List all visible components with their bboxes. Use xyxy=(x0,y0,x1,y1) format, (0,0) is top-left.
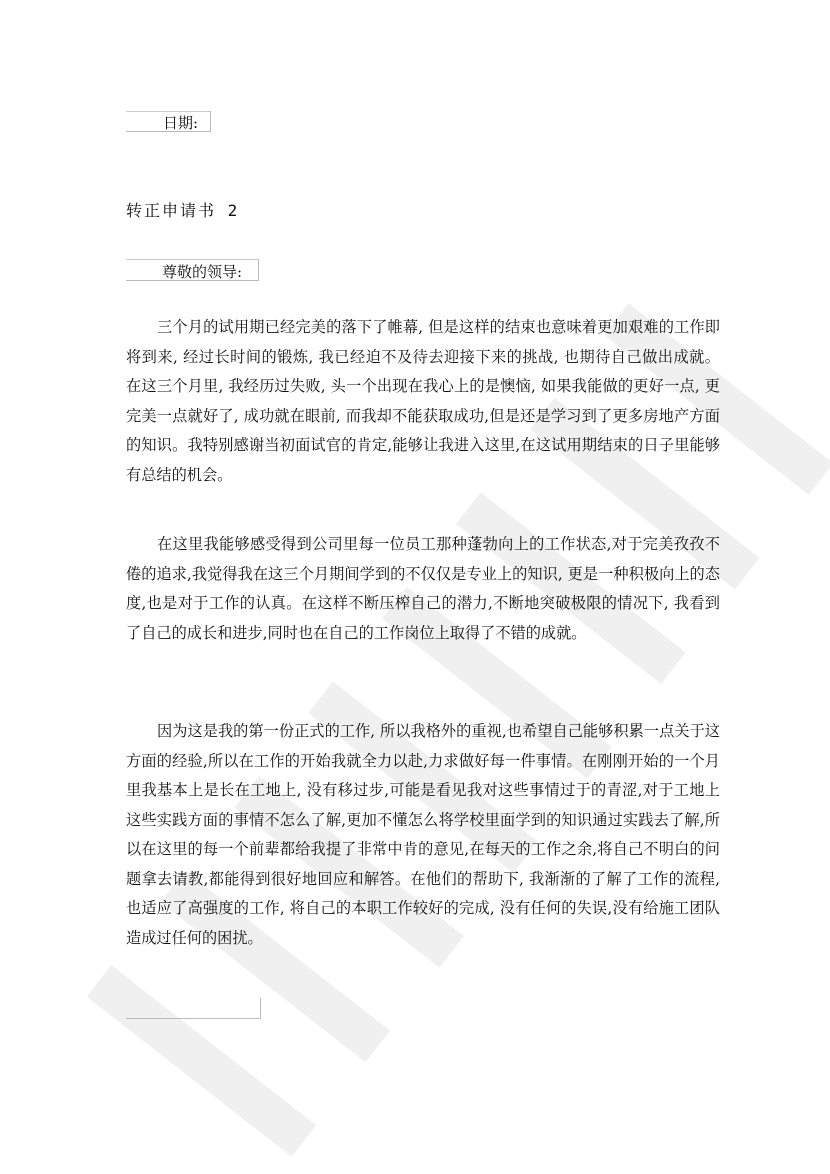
paragraph-text: 三个月的试用期已经完美的落下了帷幕, 但是这样的结束也意味着更加艰难的工作即将到来, 经过长时间的锻炼, 我已经迫不及待去迎接下来的挑战, 也期待自己做出成就。 在这三个月里, 我经历过失败, 头一个出现在我心上的是懊恼, 如果我能做的更好一点, 更完美一点就好了, 成功就在眼前, 而我却不能获取成功,但是还是学习到了更多房地产方面的知识。我特别感谢当初面试官的肯定,能够让我进入这里,在这试用期结束的日子里能够有总结的机会。 xyxy=(126,318,720,484)
paragraph-3 xyxy=(126,717,720,953)
paragraph-end-box xyxy=(126,998,261,1019)
date-label: 日期: xyxy=(163,114,199,132)
paragraph-2 xyxy=(126,530,720,648)
paragraph-text: 在这里我能够感受得到公司里每一位员工那种蓬勃向上的工作状态,对于完美孜孜不倦的追求,我觉得我在这三个月期间学到的不仅仅是专业上的知识, 更是一种积极向上的态度,也是对于工作的认真。在这样不断压榨自己的潜力,不断地突破极限的情况下, 我看到了自己的成长和进步,同时也在自己的工作岗位上取得了不错的成就。 xyxy=(126,535,720,642)
salutation: 尊敬的领导: xyxy=(162,263,243,281)
paragraph-1 xyxy=(126,313,720,490)
document-title: 转正申请书 2 xyxy=(126,201,240,220)
paragraph-text: 因为这是我的第一份正式的工作, 所以我格外的重视,也希望自己能够积累一点关于这方面的经验,所以在工作的开始我就全力以赴,力求做好每一件事情。在刚刚开始的一个月里我基本上是长在工地上, 没有移过步,可能是看见我对这些事情过于的青涩,对于工地上这些实践方面的事情不怎么了解,更加不懂怎么将学校里面学到的知识通过实践去了解,所以在这里的每一个前辈都给我提了非常中肯的意见,在每天的工作之余,将自己不明白的问题拿去请教,都能得到很好地回应和解答。在他们的帮助下, 我渐渐的了解了工作的流程,也适应了高强度的工作, 将自己的本职工作较好的完成, 没有任何的失误,没有给施工团队造成过任何的困扰。 xyxy=(126,722,720,947)
